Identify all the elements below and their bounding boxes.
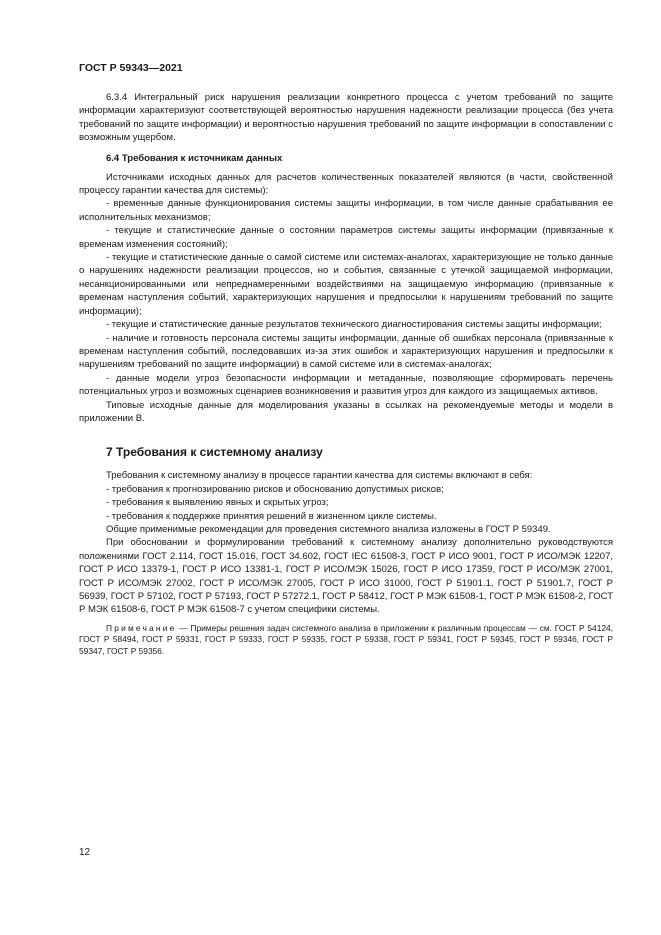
list-item: - требования к поддержке принятия решений в жизненном цикле системы. [106, 510, 437, 522]
page-content [79, 91, 613, 658]
list-item: - требования к прогнозированию рисков и обоснованию допустимых рисков; [106, 483, 444, 495]
list-item: - текущие и статистические данные о состоянии параметров системы защиты информации (привязанные к временам изменения состояний); [79, 225, 613, 250]
list-item: - требования к выявлению явных и скрытых угроз; [106, 497, 329, 509]
section-6-4-title: 6.4 Требования к источникам данных [106, 152, 283, 164]
list-item: - текущие и статистические данные о самой системе или системах-аналогах, характеризующие не только данные о нарушениях надежности реализации процессов, но и события, связанные с утечкой защищаемой информации, несанкционированными или непреднамеренными воздействиями на защищаемую информацию (привязанные к временам наступления событий, характеризующих нарушения и предпосылки к нарушениям требований по защите информации); [79, 252, 613, 317]
section-7-intro: Требования к системному анализу в процессе гарантии качества для системы включают в себя: [106, 470, 533, 482]
list-item: - временные данные функционирования системы защиты информации, в том числе данные срабатывания ее исполнительных механизмов; [79, 198, 613, 223]
section-7-title: 7 Требования к системному анализу [106, 445, 323, 460]
paragraph-6-3-4: 6.3.4 Интегральный риск нарушения реализации конкретного процесса с учетом требований по защите информации характеризуют соответствующей вероятностью нарушения надежности реализации процесса (без учета требований по защите информации) и вероятностью нарушения требований по защите информации в сопоставлении с возможным ущербом. [79, 92, 613, 144]
section-6-4-closing: Типовые исходные данные для моделирования указаны в ссылках на рекомендуемые методы и модели в приложении В. [79, 399, 613, 424]
section-7-standards: При обосновании и формулировании требований к системному анализу дополнительно руководствуются положениями ГОСТ 2.114, ГОСТ 15.016, ГОСТ 34.602, ГОСТ IEC 61508-3, ГОСТ Р ИСО 9001, ГОСТ Р ИСО/МЭК 12207, ГОСТ Р ИСО 13379-1, ГОСТ Р ИСО 13381-1, ГОСТ Р ИСО/МЭК 15026, ГОСТ Р ИСО 17359, ГОСТ Р ИСО/МЭК 27001, ГОСТ Р ИСО/МЭК 27002, ГОСТ Р ИСО/МЭК 27005, ГОСТ Р ИСО 31000, ГОСТ Р 51901.1, ГОСТ Р 51901.7, ГОСТ Р 56939, ГОСТ Р 57102, ГОСТ Р 57193, ГОСТ Р 57272.1, ГОСТ Р 58412, ГОСТ Р МЭК 61508-1, ГОСТ Р МЭК 61508-2, ГОСТ Р МЭК 61508-6, ГОСТ Р МЭК 61508-7 с учетом специфики системы. [79, 537, 613, 616]
list-item: - данные модели угроз безопасности информации и метаданные, позволяющие сформировать перечень потенциальных угроз и возможных сценариев возникновения и развития угроз для каждого из защищаемых активов. [79, 372, 613, 398]
section-7-general: Общие применимые рекомендации для проведения системного анализа изложены в ГОСТ Р 59349. [106, 523, 551, 535]
note-label: Примечание [106, 622, 177, 633]
document-header: ГОСТ Р 59343—2021 [79, 62, 183, 74]
list-item: - текущие и статистические данные результатов технического диагностирования системы защиты информации; [106, 319, 602, 331]
list-item: - наличие и готовность персонала системы защиты информации, данные об ошибках персонала (привязанные к временам наступления событий, последовавших из-за этих ошибок и характеризующих нарушения и предпосылки к нарушениям требований по защите информации) в самой системе или в системах-аналогах; [79, 332, 613, 371]
section-6-4-intro: Источниками исходных данных для расчетов количественных показателей являются (в части, свойственной процессу гарантии качества для системы): [79, 171, 613, 197]
note [79, 623, 613, 658]
note-text: — Примеры решения задач системного анализа в приложении к различным процессам — см. ГОСТ Р 54124, ГОСТ Р 58494, ГОСТ Р 59331, ГОСТ Р 59333, ГОСТ Р 59335, ГОСТ Р 59338, ГОСТ Р 59341, ГОСТ Р 59345, ГОСТ Р 59346, ГОСТ Р 59347, ГОСТ Р 59356. [79, 622, 613, 656]
page-number: 12 [79, 847, 91, 858]
